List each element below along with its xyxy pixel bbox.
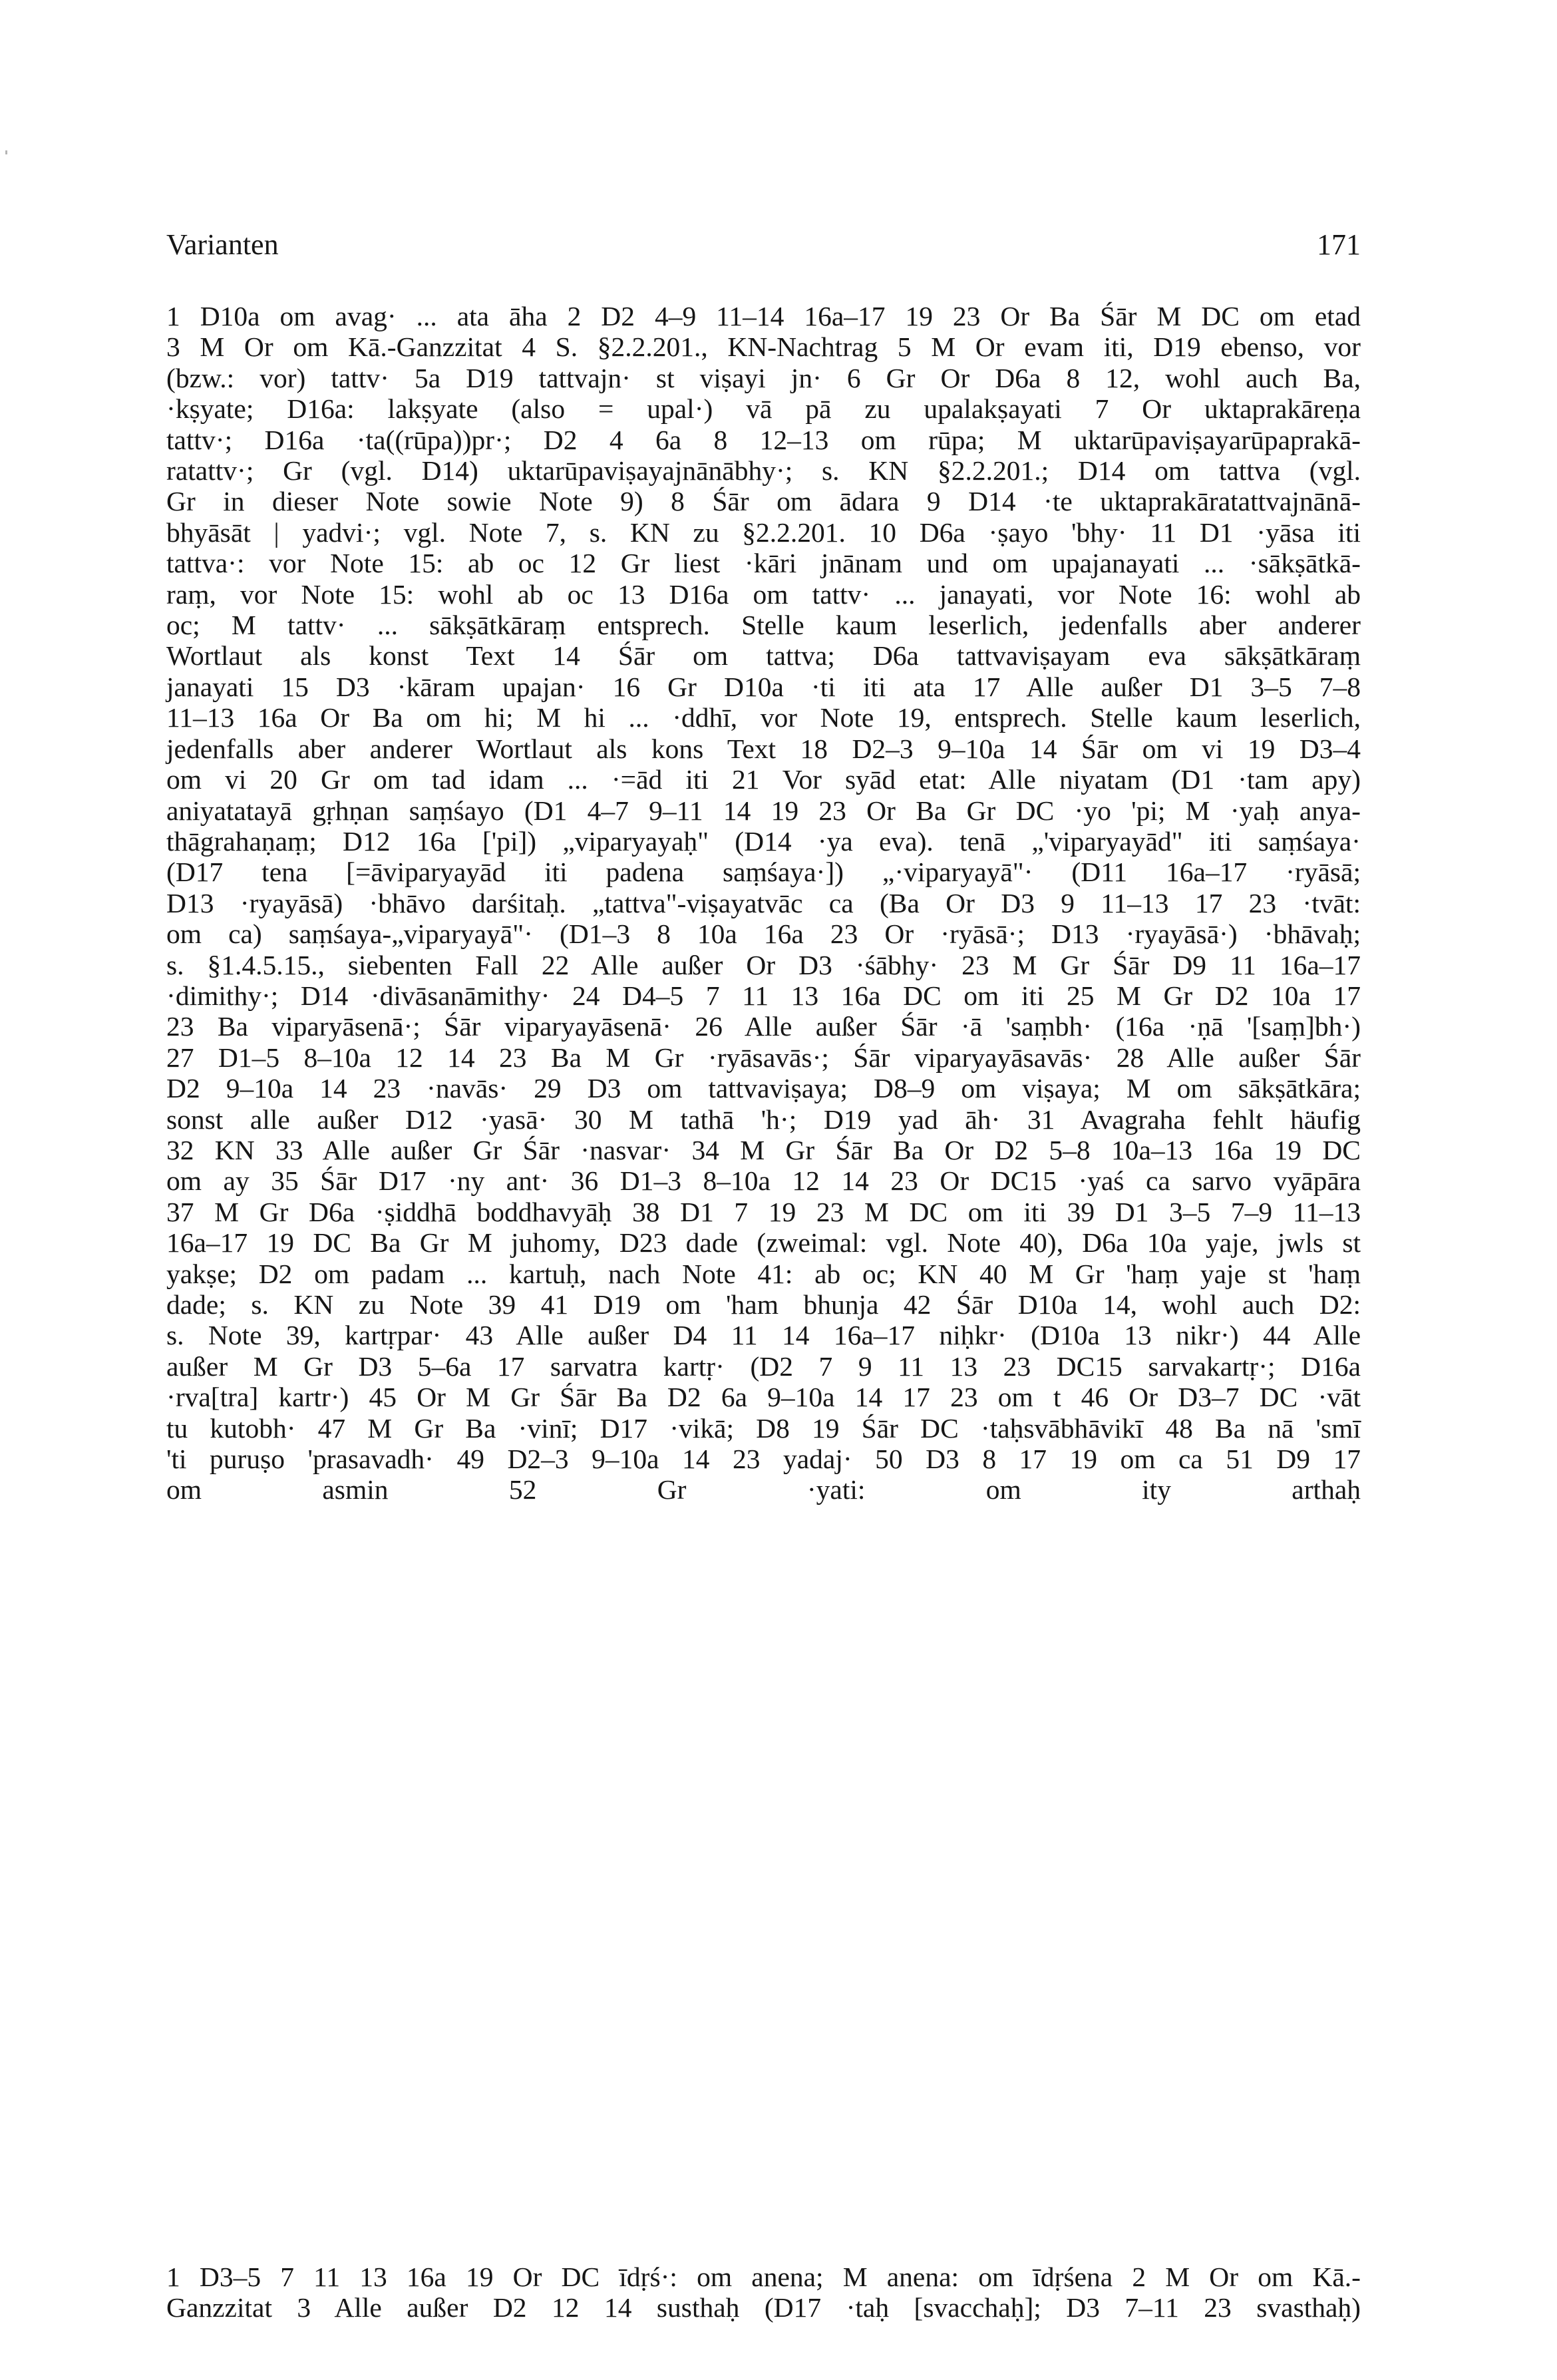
- page-number: 171: [1317, 228, 1361, 261]
- note-line: 16a–17 19 DC Ba Gr M juhomy, D23 dade (zweimal: vgl. Note 40), D6a 10a yaje, jwls st: [166, 1227, 1361, 1259]
- note-line: 11–13 16a Or Ba om hi; M hi ... ·ddhī, vor Note 19, entsprech. Stelle kaum leserlich,: [166, 702, 1361, 733]
- note-line: 32 KN 33 Alle außer Gr Śār ·nasvar· 34 M Gr Śār Ba Or D2 5–8 10a–13 16a 19 DC: [166, 1134, 1361, 1165]
- note-line: thāgrahaṇaṃ; D12 16a ['pi]) „viparyayaḥ" (D14 ·ya eva). tenā „'viparyayād" iti saṃśaya·: [166, 825, 1361, 857]
- note-line: dade; s. KN zu Note 39 41 D19 om 'ham bhunja 42 Śār D10a 14, wohl auch D2:: [166, 1289, 1361, 1320]
- note-line: om ca) saṃśaya-„viparyayā"· (D1–3 8 10a 16a 23 Or ·ryāsā·; D13 ·ryayāsā·) ·bhāvaḥ;: [166, 918, 1361, 950]
- note-line: ratattv·; Gr (vgl. D14) uktarūpaviṣayajnānābhy·; s. KN §2.2.201.; D14 om tattva (vgl.: [166, 455, 1361, 487]
- note-line: raṃ, vor Note 15: wohl ab oc 13 D16a om tattv· ... janayati, vor Note 16: wohl ab: [166, 578, 1361, 610]
- note-line: aniyatatayā gṛhṇan saṃśayo (D1 4–7 9–11 14 19 23 Or Ba Gr DC ·yo 'pi; M ·yaḥ anya-: [166, 795, 1361, 826]
- note-line: om ay 35 Śār D17 ·ny ant· 36 D1–3 8–10a 12 14 23 Or DC15 ·yaś ca sarvo vyāpāra: [166, 1165, 1361, 1197]
- note-line: jedenfalls aber anderer Wortlaut als kons Text 18 D2–3 9–10a 14 Śār om vi 19 D3–4: [166, 733, 1361, 764]
- scan-edge-mark: [5, 150, 7, 154]
- note-line: sonst alle außer D12 ·yasā· 30 M tathā 'h·; D19 yad āh· 31 Avagraha fehlt häufig: [166, 1103, 1361, 1135]
- note-line: oc; M tattv· ... sākṣātkāraṃ entsprech. Stelle kaum leserlich, jedenfalls aber anderer: [166, 610, 1361, 641]
- note-line: D2 9–10a 14 23 ·navās· 29 D3 om tattvaviṣaya; D8–9 om viṣaya; M om sākṣātkāra;: [166, 1073, 1361, 1104]
- note-line: om vi 20 Gr om tad idam ... ·=ād iti 21 Vor syād etat: Alle niyatam (D1 ·tam apy): [166, 764, 1361, 795]
- variant-notes-block-2: [166, 2262, 1361, 2323]
- note-line: (bzw.: vor) tattv· 5a D19 tattvajn· st viṣayi jn· 6 Gr Or D6a 8 12, wohl auch Ba,: [166, 362, 1361, 393]
- variant-notes-block-1: [166, 301, 1361, 1505]
- note-line: 37 M Gr D6a ·ṣiddhā boddhavyāḥ 38 D1 7 19 23 M DC om iti 39 D1 3–5 7–9 11–13: [166, 1196, 1361, 1227]
- page-header: [166, 226, 1361, 264]
- note-line: ·kṣyate; D16a: lakṣyate (also = upal·) vā pā zu upalakṣayati 7 Or uktaprakāreṇa: [166, 393, 1361, 425]
- note-line: Ganzzitat 3 Alle außer D2 12 14 susthaḥ (D17 ·taḥ [svacchaḥ]; D3 7–11 23 svasthaḥ): [166, 2292, 1361, 2323]
- note-line: yakṣe; D2 om padam ... kartuḥ, nach Note 41: ab oc; KN 40 M Gr 'haṃ yaje st 'haṃ: [166, 1258, 1361, 1289]
- note-line: 23 Ba viparyāsenā·; Śār viparyayāsenā· 26 Alle außer Śār ·ā 'saṃbh· (16a ·ṇā '[saṃ]bh·): [166, 1011, 1361, 1042]
- note-line: 'ti puruṣo 'prasavadh· 49 D2–3 9–10a 14 23 yadaj· 50 D3 8 17 19 om ca 51 D9 17: [166, 1444, 1361, 1475]
- note-line: 1 D3–5 7 11 13 16a 19 Or DC īdṛś·: om anena; M anena: om īdṛśena 2 M Or om Kā.-: [166, 2262, 1361, 2292]
- note-line: s. Note 39, kartṛpar· 43 Alle außer D4 11 14 16a–17 niḥkr· (D10a 13 nikr·) 44 Alle: [166, 1320, 1361, 1351]
- note-line: (D17 tena [=āviparyayād iti padena saṃśaya·]) „·viparyayā"· (D11 16a–17 ·ryāsā;: [166, 857, 1361, 888]
- note-line: s. §1.4.5.15., siebenten Fall 22 Alle außer Or D3 ·śābhy· 23 M Gr Śār D9 11 16a–17: [166, 949, 1361, 980]
- note-line: tu kutobh· 47 M Gr Ba ·vinī; D17 ·vikā; D8 19 Śār DC ·taḥsvābhāvikī 48 Ba nā 'smī: [166, 1412, 1361, 1444]
- note-line: janayati 15 D3 ·kāram upajan· 16 Gr D10a ·ti iti ata 17 Alle außer D1 3–5 7–8: [166, 671, 1361, 702]
- running-title: Varianten: [166, 228, 279, 261]
- note-line: tattva·: vor Note 15: ab oc 12 Gr liest ·kāri jnānam und om upajanayati ... ·sākṣātkā-: [166, 548, 1361, 579]
- note-line: tattv·; D16a ·ta((rūpa))pr·; D2 4 6a 8 12–13 om rūpa; M uktarūpaviṣayarūpaprakā-: [166, 424, 1361, 455]
- note-line: 1 D10a om avag· ... ata āha 2 D2 4–9 11–14 16a–17 19 23 Or Ba Śār M DC om etad: [166, 301, 1361, 331]
- note-line: om asmin 52 Gr ·yati: om ity arthaḥ: [166, 1474, 1361, 1505]
- note-line: Wortlaut als konst Text 14 Śār om tattva; D6a tattvaviṣayam eva sākṣātkāraṃ: [166, 640, 1361, 672]
- note-line: ·dimithy·; D14 ·divāsanāmithy· 24 D4–5 7 11 13 16a DC om iti 25 M Gr D2 10a 17: [166, 980, 1361, 1011]
- note-line: Gr in dieser Note sowie Note 9) 8 Śār om ādara 9 D14 ·te uktaprakāratattvajnānā-: [166, 486, 1361, 517]
- note-line: D13 ·ryayāsā) ·bhāvo darśitaḥ. „tattva"-viṣayatvāc ca (Ba Or D3 9 11–13 17 23 ·tvāt:: [166, 887, 1361, 918]
- note-line: bhyāsāt | yadvi·; vgl. Note 7, s. KN zu §2.2.201. 10 D6a ·ṣayo 'bhy· 11 D1 ·yāsa iti: [166, 516, 1361, 548]
- note-line: ·rva[tra] kartr·) 45 Or M Gr Śār Ba D2 6a 9–10a 14 17 23 om t 46 Or D3–7 DC ·vāt: [166, 1382, 1361, 1413]
- note-line: 3 M Or om Kā.-Ganzzitat 4 S. §2.2.201., KN-Nachtrag 5 M Or evam iti, D19 ebenso, vor: [166, 331, 1361, 363]
- note-line: außer M Gr D3 5–6a 17 sarvatra kartṛ· (D2 7 9 11 13 23 DC15 sarvakartṛ·; D16a: [166, 1350, 1361, 1382]
- note-line: 27 D1–5 8–10a 12 14 23 Ba M Gr ·ryāsavās·; Śār viparyayāsavās· 28 Alle außer Śār: [166, 1042, 1361, 1073]
